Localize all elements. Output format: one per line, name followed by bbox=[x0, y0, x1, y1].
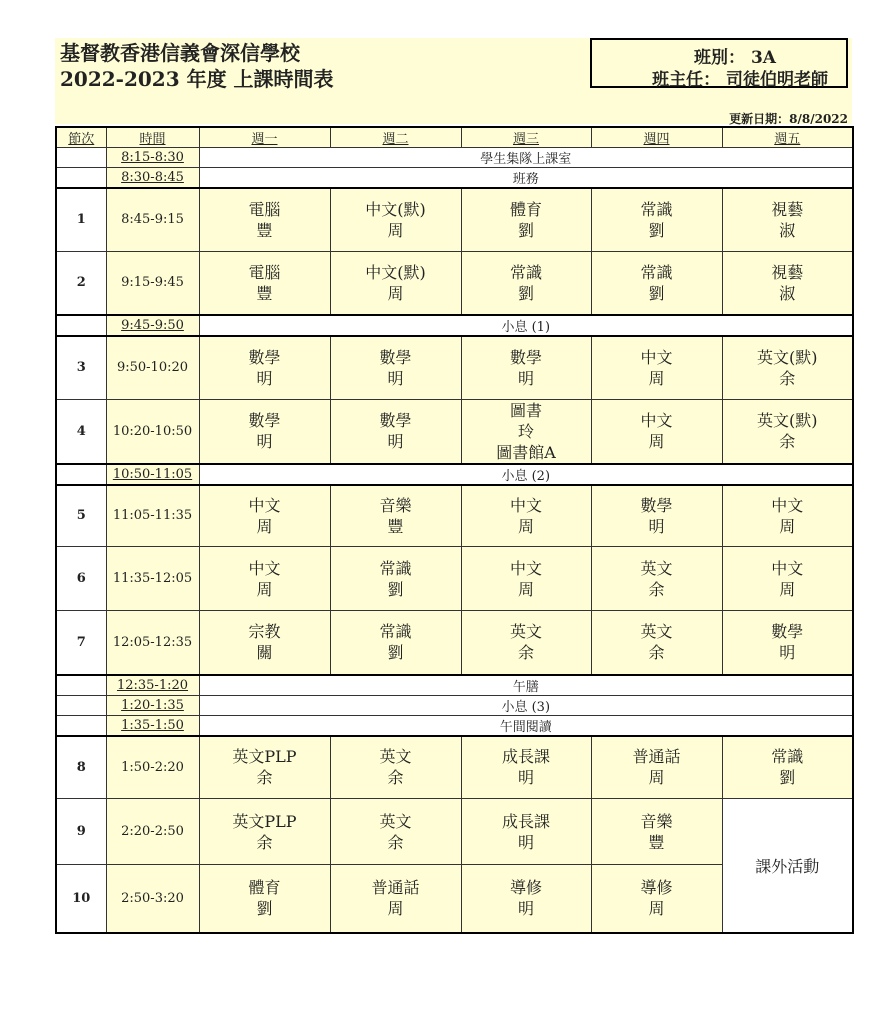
row-p4 bbox=[56, 399, 853, 464]
school-name: 基督教香港信義會深信學校 bbox=[60, 41, 300, 65]
subject: 數學 bbox=[248, 411, 281, 430]
time-cell: 2:20-2:50 bbox=[106, 799, 199, 865]
lesson-thu bbox=[591, 547, 722, 611]
teacher: 周 bbox=[648, 432, 665, 451]
teacher: 明 bbox=[387, 432, 404, 451]
lesson-tue bbox=[330, 799, 461, 865]
teacher: 周 bbox=[648, 368, 665, 388]
teacher: 周 bbox=[517, 516, 534, 536]
col-time: 時間 bbox=[106, 127, 199, 148]
row-p9 bbox=[56, 799, 853, 865]
subject: 視藝 bbox=[771, 262, 804, 282]
time-cell: 1:35-1:50 bbox=[106, 715, 199, 736]
period-number: 5 bbox=[56, 485, 106, 547]
subject: 英文 bbox=[509, 622, 542, 642]
subject: 英文 bbox=[379, 747, 412, 767]
time-cell: 10:50-11:05 bbox=[106, 464, 199, 485]
row-p6 bbox=[56, 547, 853, 611]
school-title bbox=[60, 40, 334, 92]
col-period: 節次 bbox=[56, 127, 106, 148]
subject: 視藝 bbox=[771, 199, 804, 219]
teacher: 明 bbox=[256, 432, 273, 451]
lesson-tue bbox=[330, 188, 461, 251]
lesson-thu bbox=[591, 251, 722, 315]
teacher: 明 bbox=[256, 368, 273, 388]
time-cell: 1:20-1:35 bbox=[106, 695, 199, 715]
teacher: 明 bbox=[517, 832, 534, 852]
header-row bbox=[56, 127, 853, 148]
teacher: 余 bbox=[779, 368, 796, 388]
col-fri: 週五 bbox=[722, 127, 853, 148]
lesson-mon bbox=[199, 485, 330, 547]
teacher: 劉 bbox=[517, 283, 534, 303]
lesson-tue bbox=[330, 736, 461, 799]
lesson-mon bbox=[199, 547, 330, 611]
period-number: 4 bbox=[56, 399, 106, 464]
col-thu: 週四 bbox=[591, 127, 722, 148]
lesson-wed bbox=[461, 799, 591, 865]
lesson-wed bbox=[461, 399, 591, 464]
teacher: 明 bbox=[779, 643, 796, 663]
subject: 導修 bbox=[640, 878, 673, 898]
subject: 圖書 bbox=[509, 400, 542, 420]
col-mon: 週一 bbox=[199, 127, 330, 148]
lesson-thu bbox=[591, 799, 722, 865]
extracurricular-activity: 課外活動 bbox=[722, 799, 853, 933]
row-p8 bbox=[56, 736, 853, 799]
subject: 體育 bbox=[248, 878, 281, 898]
teacher-value: 司徒伯明老師 bbox=[726, 70, 828, 90]
teacher: 余 bbox=[387, 832, 404, 852]
teacher: 淑 bbox=[779, 220, 796, 240]
time-cell: 2:50-3:20 bbox=[106, 865, 199, 933]
time-cell: 11:35-12:05 bbox=[106, 547, 199, 611]
teacher: 關 bbox=[256, 643, 273, 663]
span-activity: 小息 (2) bbox=[199, 464, 853, 485]
subject: 中文(默) bbox=[365, 199, 426, 219]
lesson-mon bbox=[199, 336, 330, 399]
subject: 普通話 bbox=[632, 747, 681, 767]
teacher: 劉 bbox=[256, 899, 273, 919]
period-cell bbox=[56, 715, 106, 736]
subject: 音樂 bbox=[640, 811, 673, 831]
lesson-tue bbox=[330, 485, 461, 547]
teacher: 豐 bbox=[387, 516, 404, 536]
teacher: 豐 bbox=[256, 220, 273, 240]
lesson-fri bbox=[722, 399, 853, 464]
lesson-wed bbox=[461, 251, 591, 315]
row-break2 bbox=[56, 464, 853, 485]
teacher: 明 bbox=[387, 368, 404, 388]
lesson-wed bbox=[461, 547, 591, 611]
teacher: 明 bbox=[517, 768, 534, 788]
time-cell: 1:50-2:20 bbox=[106, 736, 199, 799]
lesson-thu bbox=[591, 188, 722, 251]
subject: 常識 bbox=[509, 262, 542, 282]
lesson-mon bbox=[199, 736, 330, 799]
time-cell: 10:20-10:50 bbox=[106, 399, 199, 464]
period-number: 6 bbox=[56, 547, 106, 611]
row-p2 bbox=[56, 251, 853, 315]
span-activity: 學生集隊上課室 bbox=[199, 148, 853, 168]
subject: 數學 bbox=[640, 495, 673, 515]
teacher: 周 bbox=[387, 899, 404, 919]
teacher: 玲 bbox=[517, 421, 534, 441]
lesson-fri bbox=[722, 611, 853, 675]
lesson-fri bbox=[722, 251, 853, 315]
teacher: 余 bbox=[648, 579, 665, 599]
lesson-thu bbox=[591, 611, 722, 675]
time-cell: 9:15-9:45 bbox=[106, 251, 199, 315]
subject: 中文 bbox=[248, 495, 281, 515]
subject: 中文 bbox=[509, 495, 542, 515]
time-cell: 12:35-1:20 bbox=[106, 675, 199, 696]
lesson-tue bbox=[330, 251, 461, 315]
time-cell: 8:15-8:30 bbox=[106, 148, 199, 168]
teacher: 劉 bbox=[517, 220, 534, 240]
row-reading bbox=[56, 715, 853, 736]
time-cell: 8:45-9:15 bbox=[106, 188, 199, 251]
subject: 英文 bbox=[379, 811, 412, 831]
time-cell: 8:30-8:45 bbox=[106, 168, 199, 189]
teacher: 豐 bbox=[256, 283, 273, 303]
timetable-body bbox=[56, 148, 853, 933]
row-classteacher bbox=[56, 168, 853, 189]
teacher: 余 bbox=[517, 643, 534, 663]
room: 圖書館A bbox=[496, 442, 556, 462]
teacher: 豐 bbox=[648, 832, 665, 852]
subject: 英文PLP bbox=[232, 747, 297, 767]
period-number: 8 bbox=[56, 736, 106, 799]
teacher-label: 班主任： bbox=[652, 70, 721, 90]
teacher: 明 bbox=[648, 516, 665, 536]
lesson-mon bbox=[199, 188, 330, 251]
teacher: 明 bbox=[517, 899, 534, 919]
time-cell: 12:05-12:35 bbox=[106, 611, 199, 675]
subject: 英文(默) bbox=[757, 347, 818, 367]
lesson-mon bbox=[199, 799, 330, 865]
period-number: 9 bbox=[56, 799, 106, 865]
subject: 成長課 bbox=[501, 811, 550, 831]
subject: 英文 bbox=[640, 558, 673, 578]
period-cell bbox=[56, 675, 106, 696]
subject: 英文 bbox=[640, 622, 673, 642]
teacher: 余 bbox=[648, 643, 665, 663]
teacher: 周 bbox=[387, 283, 404, 303]
teacher: 周 bbox=[779, 579, 796, 599]
lesson-thu bbox=[591, 399, 722, 464]
teacher: 余 bbox=[387, 768, 404, 788]
row-break3 bbox=[56, 695, 853, 715]
subject: 中文 bbox=[771, 495, 804, 515]
time-cell: 9:45-9:50 bbox=[106, 315, 199, 336]
teacher: 劉 bbox=[648, 283, 665, 303]
period-number: 2 bbox=[56, 251, 106, 315]
lesson-tue bbox=[330, 611, 461, 675]
teacher: 余 bbox=[256, 832, 273, 852]
subject: 電腦 bbox=[248, 262, 281, 282]
subject: 數學 bbox=[379, 347, 412, 367]
subject: 常識 bbox=[640, 262, 673, 282]
row-lunch bbox=[56, 675, 853, 696]
teacher: 明 bbox=[517, 368, 534, 388]
teacher: 余 bbox=[256, 768, 273, 788]
row-p3 bbox=[56, 336, 853, 399]
lesson-tue bbox=[330, 336, 461, 399]
teacher: 周 bbox=[256, 516, 273, 536]
lesson-wed bbox=[461, 736, 591, 799]
row-break1 bbox=[56, 315, 853, 336]
time-cell: 11:05-11:35 bbox=[106, 485, 199, 547]
timetable bbox=[55, 126, 854, 934]
subject: 導修 bbox=[509, 878, 542, 898]
class-value: 3A bbox=[750, 48, 776, 68]
lesson-mon bbox=[199, 251, 330, 315]
period-number: 3 bbox=[56, 336, 106, 399]
subject: 常識 bbox=[640, 199, 673, 219]
period-number: 10 bbox=[56, 865, 106, 933]
subject: 常識 bbox=[771, 747, 804, 767]
teacher: 淑 bbox=[779, 283, 796, 303]
teacher: 周 bbox=[648, 768, 665, 788]
teacher: 周 bbox=[648, 899, 665, 919]
subject: 中文 bbox=[640, 347, 673, 367]
subject: 英文(默) bbox=[757, 411, 818, 430]
subject: 數學 bbox=[771, 622, 804, 642]
lesson-wed bbox=[461, 865, 591, 933]
teacher-line bbox=[652, 65, 828, 90]
teacher: 劉 bbox=[648, 220, 665, 240]
lesson-fri bbox=[722, 485, 853, 547]
subject: 中文 bbox=[640, 411, 673, 430]
span-activity: 午膳 bbox=[199, 675, 853, 696]
teacher: 周 bbox=[517, 579, 534, 599]
lesson-tue bbox=[330, 399, 461, 464]
teacher: 劉 bbox=[387, 643, 404, 663]
period-cell bbox=[56, 695, 106, 715]
span-activity: 午間閱讀 bbox=[199, 715, 853, 736]
lesson-tue bbox=[330, 547, 461, 611]
subject: 常識 bbox=[379, 558, 412, 578]
teacher: 周 bbox=[387, 220, 404, 240]
class-info-box bbox=[590, 38, 848, 88]
span-activity: 小息 (1) bbox=[199, 315, 853, 336]
period-cell bbox=[56, 464, 106, 485]
subject: 中文(默) bbox=[365, 262, 426, 282]
class-label: 班別： bbox=[694, 48, 746, 68]
teacher: 余 bbox=[779, 432, 796, 451]
subject: 中文 bbox=[248, 558, 281, 578]
lesson-mon bbox=[199, 611, 330, 675]
lesson-wed bbox=[461, 336, 591, 399]
period-cell bbox=[56, 148, 106, 168]
period-number: 7 bbox=[56, 611, 106, 675]
subject: 音樂 bbox=[379, 495, 412, 515]
period-cell bbox=[56, 315, 106, 336]
subject: 體育 bbox=[509, 199, 542, 219]
row-p1 bbox=[56, 188, 853, 251]
timetable-year-title: 2022-2023 年度 上課時間表 bbox=[60, 67, 334, 91]
subject: 電腦 bbox=[248, 199, 281, 219]
subject: 宗教 bbox=[248, 622, 281, 642]
subject: 數學 bbox=[379, 411, 412, 430]
lesson-mon bbox=[199, 865, 330, 933]
subject: 常識 bbox=[379, 622, 412, 642]
lesson-thu bbox=[591, 485, 722, 547]
row-p5 bbox=[56, 485, 853, 547]
lesson-fri bbox=[722, 336, 853, 399]
lesson-fri bbox=[722, 188, 853, 251]
subject: 中文 bbox=[771, 558, 804, 578]
lesson-thu bbox=[591, 865, 722, 933]
teacher: 劉 bbox=[387, 579, 404, 599]
subject: 英文PLP bbox=[232, 811, 297, 831]
span-activity: 班務 bbox=[199, 168, 853, 189]
subject: 數學 bbox=[509, 347, 542, 367]
lesson-thu bbox=[591, 336, 722, 399]
row-p7 bbox=[56, 611, 853, 675]
row-assembly bbox=[56, 148, 853, 168]
span-activity: 小息 (3) bbox=[199, 695, 853, 715]
lesson-fri bbox=[722, 736, 853, 799]
lesson-wed bbox=[461, 188, 591, 251]
subject: 中文 bbox=[509, 558, 542, 578]
subject: 成長課 bbox=[501, 747, 550, 767]
teacher: 周 bbox=[256, 579, 273, 599]
col-wed: 週三 bbox=[461, 127, 591, 148]
period-cell bbox=[56, 168, 106, 189]
subject: 數學 bbox=[248, 347, 281, 367]
lesson-fri bbox=[722, 547, 853, 611]
time-cell: 9:50-10:20 bbox=[106, 336, 199, 399]
col-tue: 週二 bbox=[330, 127, 461, 148]
lesson-wed bbox=[461, 611, 591, 675]
lesson-mon bbox=[199, 399, 330, 464]
teacher: 周 bbox=[779, 516, 796, 536]
period-number: 1 bbox=[56, 188, 106, 251]
updated-date: 更新日期：8/8/2022 bbox=[729, 112, 848, 126]
subject: 普通話 bbox=[371, 878, 420, 898]
lesson-wed bbox=[461, 485, 591, 547]
lesson-thu bbox=[591, 736, 722, 799]
teacher: 劉 bbox=[779, 768, 796, 788]
lesson-tue bbox=[330, 865, 461, 933]
